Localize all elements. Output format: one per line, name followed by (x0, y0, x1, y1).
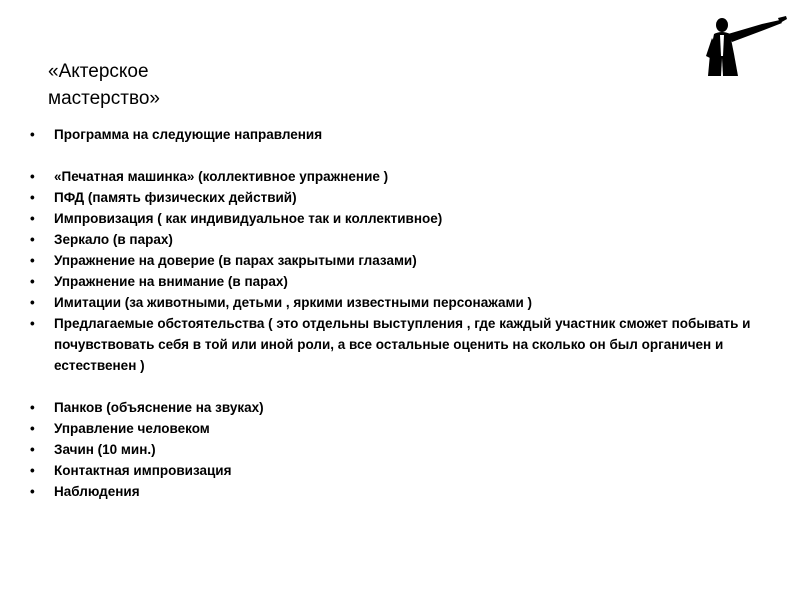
list-item: • Контактная импровизация (30, 460, 770, 481)
list-spacer (30, 145, 770, 166)
list-item: • Наблюдения (30, 481, 770, 502)
orator-silhouette-icon (700, 10, 790, 78)
slide-title (48, 58, 288, 112)
slide-bullet-list (30, 124, 770, 502)
list-spacer (30, 376, 770, 397)
slide-title-line-1: «Актерское (48, 61, 149, 82)
list-item: • Упражнение на доверие (в парах закрытыми глазами) (30, 250, 770, 271)
list-item: • Предлагаемые обстоятельства ( это отдельны выступления , где каждый участник сможет побывать и почувствовать себя в той или иной роли, а все остальные оценить на сколько он был органичен и естественен ) (30, 313, 770, 376)
list-item: • Панков (объяснение на звуках) (30, 397, 770, 418)
list-item: • Управление человеком (30, 418, 770, 439)
list-item: • Импровизация ( как индивидуальное так и коллективное) (30, 208, 770, 229)
list-item: • Зеркало (в парах) (30, 229, 770, 250)
list-item: • ПФД (память физических действий) (30, 187, 770, 208)
list-item: • Упражнение на внимание (в парах) (30, 271, 770, 292)
slide-title-line-2: мастерство» (48, 88, 160, 109)
list-item: • Программа на следующие направления (30, 124, 770, 145)
list-item: • Зачин (10 мин.) (30, 439, 770, 460)
list-item: • Имитации (за животными, детьми , яркими известными персонажами ) (30, 292, 770, 313)
list-item: • «Печатная машинка» (коллективное упражнение ) (30, 166, 770, 187)
